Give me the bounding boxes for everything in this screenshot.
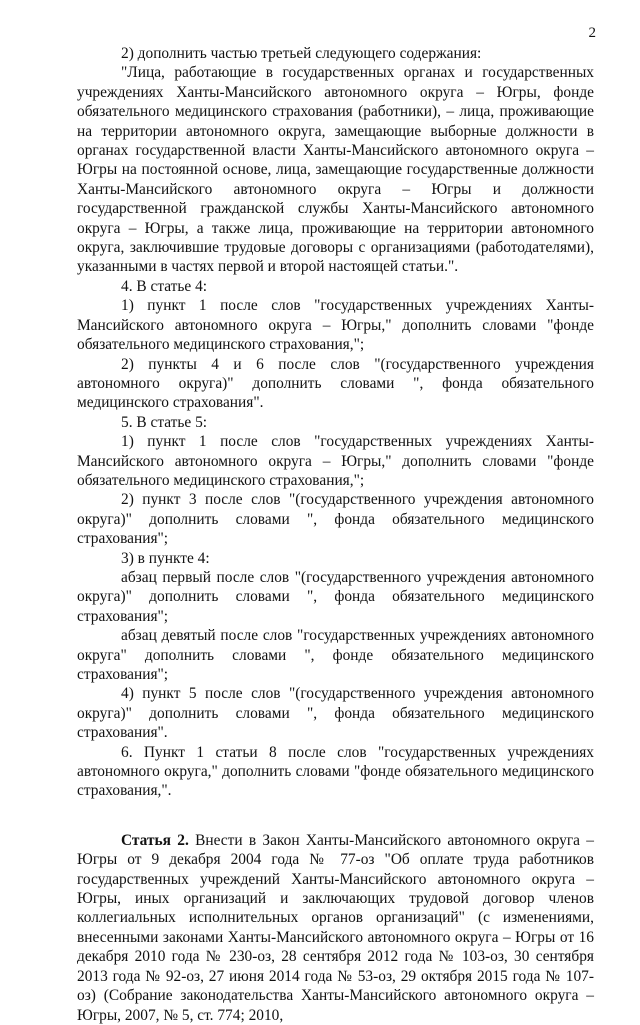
paragraph-article-5-item-2: 2) пункт 3 после слов "(государственного учреждения автономного округа)" дополнить словами ", фонда обязательного медицинского страхования"; [77, 491, 594, 548]
paragraph-part-three: 2) дополнить частью третьей следующего содержания: [121, 45, 482, 62]
paragraph-article-5-item-4: 4) пункт 5 после слов "(государственного учреждения автономного округа)" дополнить словами ", фонда обязательного медицинского страхования". [77, 685, 594, 742]
paragraph-article-4-heading: 4. В статье 4: [121, 277, 208, 295]
page-number: 2 [588, 25, 596, 41]
article-2-title: Статья 2. [121, 831, 189, 849]
paragraph-item-3-abzac-9: абзац девятый после слов "государственных учреждениях автономного округа" дополнить словами ", фонде обязательного медицинского страхования"; [77, 627, 594, 683]
document-body [77, 44, 594, 1025]
paragraph-article-4-item-2: 2) пункты 4 и 6 после слов "(государственного учреждения автономного округа)" дополнить словами ", фонда обязательного медицинского страхования". [77, 355, 594, 412]
paragraph-article-5-item-1: 1) пункт 1 после слов "государственных учреждениях Ханты-Мансийского автономного округа – Югры," дополнить словами "фонде обязательного медицинского страхования,"; [77, 433, 594, 489]
paragraph-article-6: 6. Пункт 1 статьи 8 после слов "государственных учреждениях автономного округа," дополнить словами "фонде обязательного медицинского страхования,". [77, 743, 594, 800]
paragraph-article-5-heading: 5. В статье 5: [121, 413, 208, 431]
article-2-paragraph [77, 831, 594, 1025]
paragraph-article-4-item-1: 1) пункт 1 после слов "государственных учреждениях Ханты-Мансийского автономного округа – Югры," дополнить словами "фонде обязательного медицинского страхования,"; [77, 297, 594, 354]
paragraph-quoted-text: "Лица, работающие в государственных органах и государственных учреждениях Ханты-Мансийского автономного округа – Югры, фонде обязательного медицинского страхования (работники), – лица, проживающие на территории автономного округа, замещающие выборные должности в органах государственной власти Ханты-Мансийского автономного округа – Югры на постоянной основе, лица, замещающие государственные должности Ханты-Мансийского автономного округа – Югры и должности государственной гражданской службы Ханты-Мансийского автономного округа – Югры, а также лица, проживающие на территории автономного округа, заключившие трудовые договоры с организациями (работодателями), указанными в частях первой и второй настоящей статьи.". [77, 64, 594, 276]
article-2-text: Внести в Закон Ханты-Мансийского автономного округа – Югры от 9 декабря 2004 года № 77-оз "Об оплате труда работников государственных учреждений Ханты-Мансийского автономного округа – Югры, иных организаций и заключающих трудовой договор членов коллегиальных исполнительных органов организаций" (с изменениями, внесенными законами Ханты-Мансийского автономного округа – Югры от 16 декабря 2010 года № 230-оз, 28 сентября 2012 года № 103-оз, 30 сентября 2013 года № 92-оз, 27 июня 2014 года № 53-оз, 29 октября 2015 года № 107-оз) (Собрание законодательства Ханты-Мансийского автономного округа – Югры, 2007, № 5, ст. 774; 2010, [77, 831, 594, 1024]
paragraph-article-5-item-3: 3) в пункте 4: [121, 549, 210, 567]
paragraph-item-3-abzac-1: абзац первый после слов "(государственного учреждения автономного округа)" дополнить словами ", фонда обязательного медицинского страхования"; [77, 568, 594, 625]
